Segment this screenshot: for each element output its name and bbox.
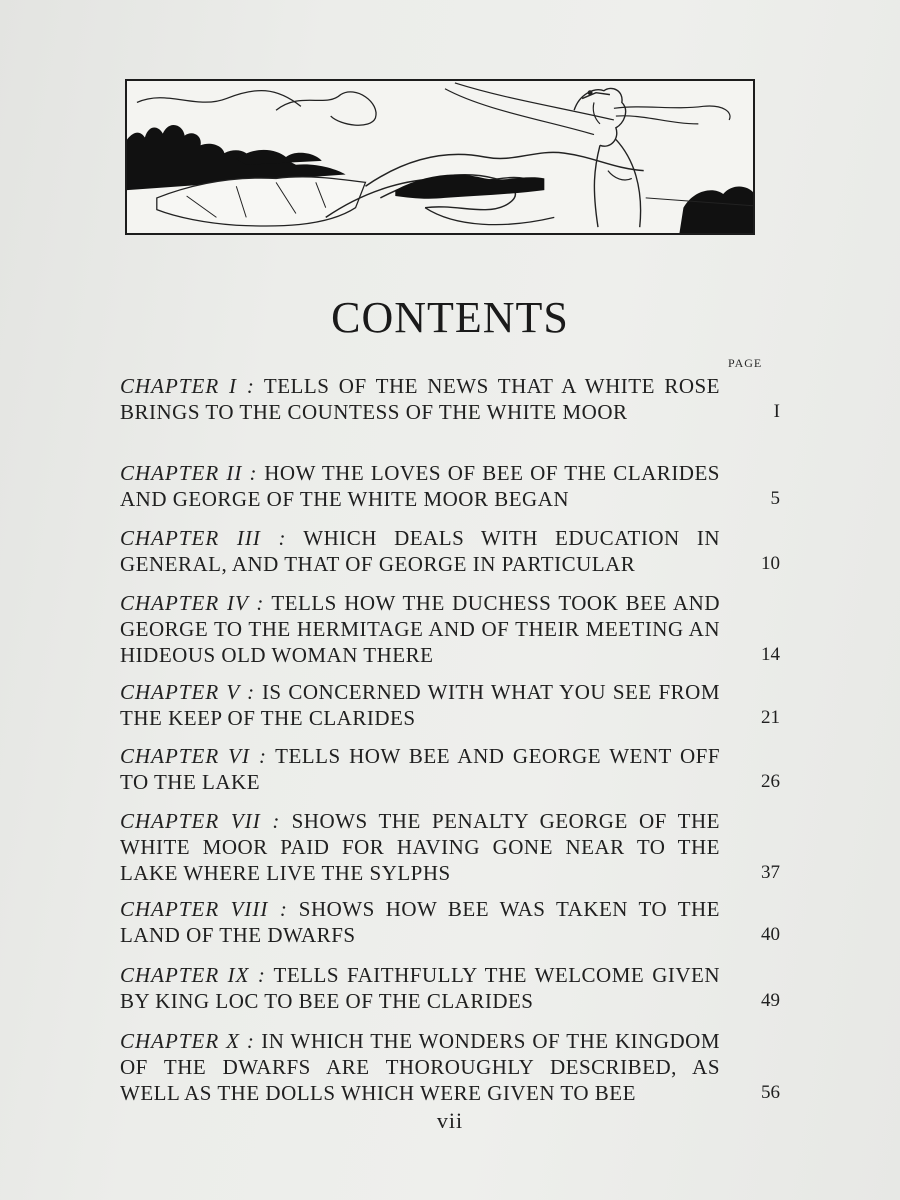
entry-text	[120, 590, 720, 668]
chapter-label: CHAPTER V :	[120, 680, 256, 704]
toc-entry	[120, 590, 780, 668]
toc-entry	[120, 373, 780, 425]
landscape-figure-illustration	[127, 81, 753, 233]
page-number: 26	[761, 771, 780, 792]
chapter-label: CHAPTER I :	[120, 374, 255, 398]
page-number: 40	[761, 924, 780, 945]
page-number: I	[773, 401, 780, 422]
chapter-label: CHAPTER IV :	[120, 591, 265, 615]
toc-entry	[120, 896, 780, 948]
entry-text	[120, 962, 720, 1014]
page-number: 14	[761, 644, 780, 665]
page-number: 21	[761, 707, 780, 728]
chapter-label: CHAPTER IX :	[120, 963, 266, 987]
header-illustration	[125, 79, 755, 235]
toc-entry	[120, 679, 780, 731]
chapter-title: IN WHICH THE WONDERS OF THE KINGDOM OF THE DWARFS ARE THOROUGHLY DESCRIBED, AS WELL AS THE DOLLS WHICH WERE GIVEN TO BEE	[120, 1029, 721, 1105]
page-number: 37	[761, 862, 780, 883]
toc-entry	[120, 808, 780, 886]
folio-page-number: vii	[436, 1108, 464, 1133]
entry-text	[120, 679, 720, 731]
chapter-label: CHAPTER X :	[120, 1029, 255, 1053]
page-number: 5	[770, 488, 780, 509]
entry-text	[120, 808, 720, 886]
chapter-label: CHAPTER VII :	[120, 809, 281, 833]
chapter-title: TELLS FAITHFULLY THE WELCOME GIVEN BY KING LOC TO BEE OF THE CLARIDES	[120, 963, 721, 1013]
toc-entry	[120, 460, 780, 512]
entry-text	[120, 525, 720, 577]
chapter-title: TELLS OF THE NEWS THAT A WHITE ROSE BRINGS TO THE COUNTESS OF THE WHITE MOOR	[120, 374, 720, 424]
chapter-title: HOW THE LOVES OF BEE OF THE CLARIDES AND GEORGE OF THE WHITE MOOR BEGAN	[120, 461, 720, 511]
entry-text	[120, 460, 720, 512]
contents-heading: CONTENTS	[331, 293, 569, 342]
toc-entry	[120, 1028, 780, 1106]
page-number: 49	[761, 990, 780, 1011]
chapter-title: SHOWS HOW BEE WAS TAKEN TO THE LAND OF THE DWARFS	[120, 897, 721, 947]
entry-text	[120, 1028, 720, 1106]
chapter-label: CHAPTER VIII :	[120, 897, 288, 921]
entry-text	[120, 743, 720, 795]
chapter-title: WHICH DEALS WITH EDUCATION IN GENERAL, AND THAT OF GEORGE IN PARTICULAR	[120, 526, 721, 576]
chapter-label: CHAPTER VI :	[120, 744, 267, 768]
chapter-label: CHAPTER II :	[120, 461, 258, 485]
chapter-title: TELLS HOW THE DUCHESS TOOK BEE AND GEORGE TO THE HERMITAGE AND OF THEIR MEETING AN HIDEOUS OLD WOMAN THERE	[120, 591, 721, 667]
entry-text	[120, 373, 720, 425]
chapter-title: IS CONCERNED WITH WHAT YOU SEE FROM THE KEEP OF THE CLARIDES	[120, 680, 720, 730]
page-number: 10	[761, 553, 780, 574]
page-number: 56	[761, 1082, 780, 1103]
chapter-title: TELLS HOW BEE AND GEORGE WENT OFF TO THE LAKE	[120, 744, 721, 794]
entry-text	[120, 896, 720, 948]
toc-entry	[120, 525, 780, 577]
chapter-title: SHOWS THE PENALTY GEORGE OF THE WHITE MOOR PAID FOR HAVING GONE NEAR TO THE LAKE WHERE LIVE THE SYLPHS	[120, 809, 720, 885]
page-column-label: PAGE	[728, 356, 763, 370]
toc-entry	[120, 743, 780, 795]
chapter-label: CHAPTER III :	[120, 526, 287, 550]
toc-entry	[120, 962, 780, 1014]
